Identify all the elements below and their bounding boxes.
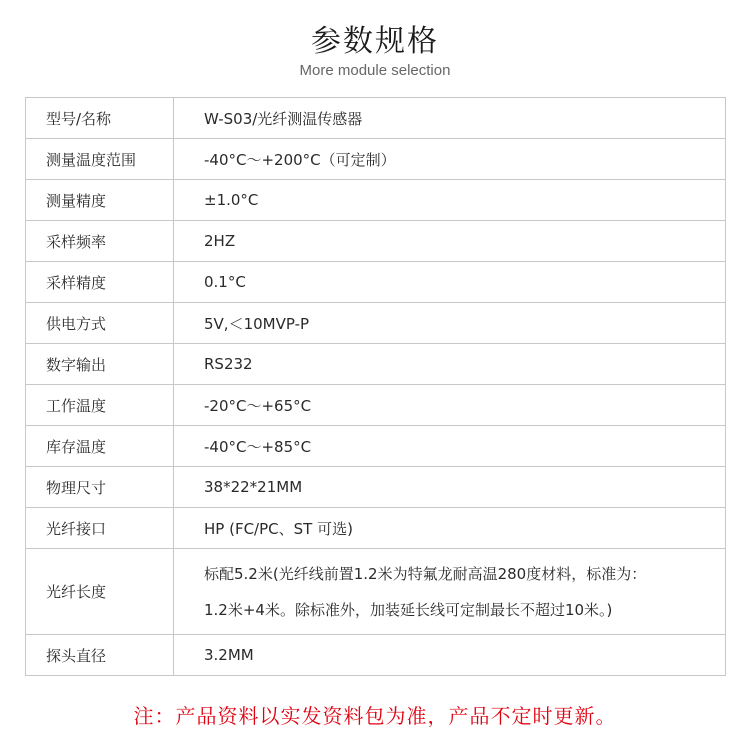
table-row xyxy=(26,303,726,344)
table-row xyxy=(26,344,726,385)
spec-value-line-2: 1.2米+4米。除标准外，加装延长线可定制最长不超过10米。) xyxy=(204,600,613,619)
spec-label: 采样频率 xyxy=(26,221,174,262)
spec-label: 光纤接口 xyxy=(26,508,174,549)
table-row xyxy=(26,549,726,635)
spec-value-line-1: 标配5.2米(光纤线前置1.2米为特氟龙耐高温280度材料，标准为： xyxy=(204,564,647,583)
spec-value: RS232 xyxy=(174,344,726,385)
spec-label: 型号/名称 xyxy=(26,98,174,139)
spec-table xyxy=(25,97,726,676)
table-row xyxy=(26,426,726,467)
spec-value: -40°C～+85°C xyxy=(174,426,726,467)
table-row xyxy=(26,467,726,508)
spec-value: 5V,＜10MVP-P xyxy=(174,303,726,344)
table-row xyxy=(26,180,726,221)
table-row xyxy=(26,221,726,262)
spec-value: -40°C～+200°C（可定制） xyxy=(174,139,726,180)
table-row xyxy=(26,139,726,180)
table-row xyxy=(26,385,726,426)
spec-value: ±1.0°C xyxy=(174,180,726,221)
spec-value: W-S03/光纤测温传感器 xyxy=(174,98,726,139)
spec-value-multiline xyxy=(174,549,726,635)
spec-label: 数字输出 xyxy=(26,344,174,385)
page-title: 参数规格 xyxy=(311,24,439,59)
spec-value: 38*22*21MM xyxy=(174,467,726,508)
table-row xyxy=(26,635,726,676)
spec-label: 工作温度 xyxy=(26,385,174,426)
spec-label: 物理尺寸 xyxy=(26,467,174,508)
spec-value: 3.2MM xyxy=(174,635,726,676)
page-subtitle: More module selection xyxy=(299,62,451,79)
disclaimer-note: 注：产品资料以实发资料包为准，产品不定时更新。 xyxy=(133,704,617,728)
spec-label: 供电方式 xyxy=(26,303,174,344)
spec-label: 库存温度 xyxy=(26,426,174,467)
table-row xyxy=(26,508,726,549)
spec-value: -20°C～+65°C xyxy=(174,385,726,426)
table-row xyxy=(26,98,726,139)
spec-value: HP (FC/PC、ST 可选) xyxy=(174,508,726,549)
spec-value: 0.1°C xyxy=(174,262,726,303)
spec-value: 2HZ xyxy=(174,221,726,262)
spec-label: 探头直径 xyxy=(26,635,174,676)
spec-label: 测量温度范围 xyxy=(26,139,174,180)
spec-label: 光纤长度 xyxy=(26,549,174,635)
table-row xyxy=(26,262,726,303)
spec-label: 测量精度 xyxy=(26,180,174,221)
spec-label: 采样精度 xyxy=(26,262,174,303)
